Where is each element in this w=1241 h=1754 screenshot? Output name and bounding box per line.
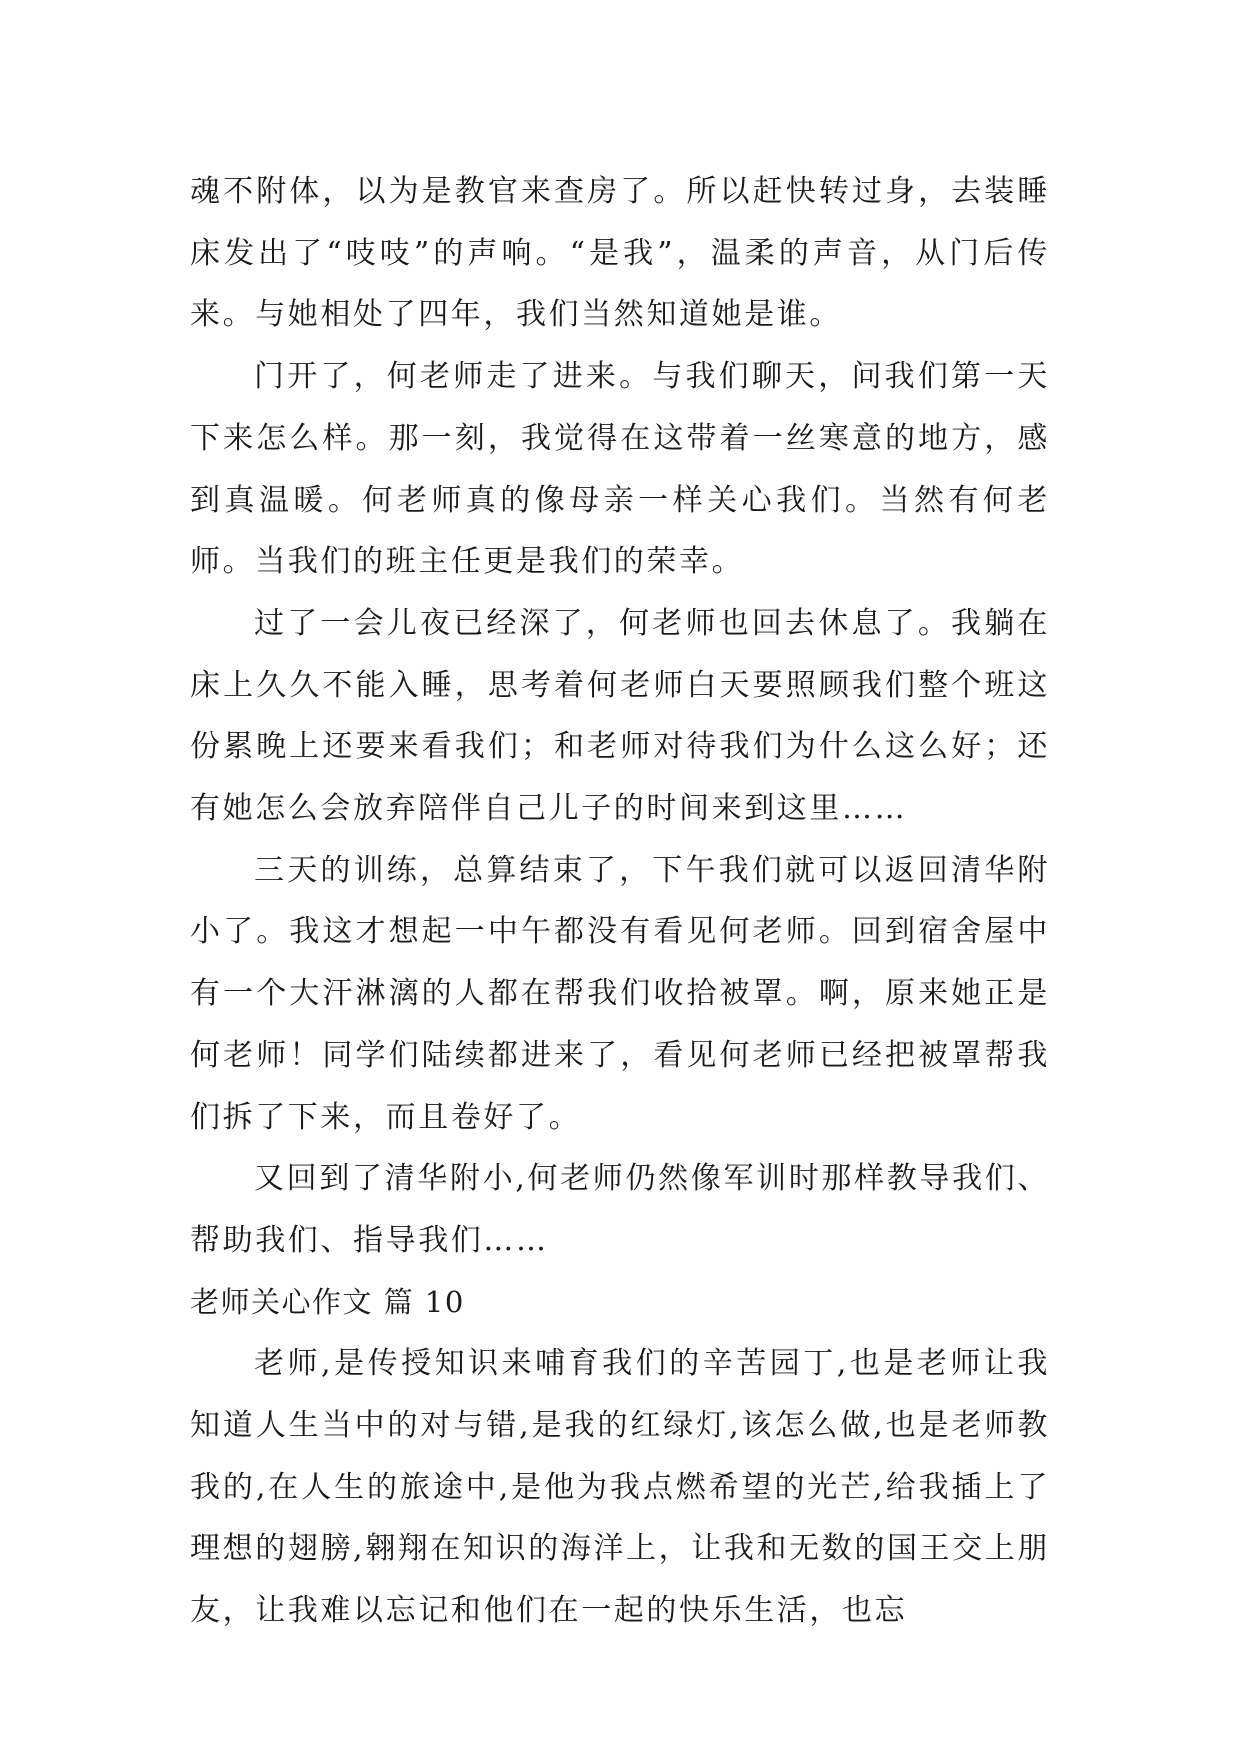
paragraph-1: 魂不附体，以为是教官来查房了。所以赶快转过身，去装睡床发出了“吱吱”的声响。“是我”，温柔的声音，从门后传来。与她相处了四年，我们当然知道她是谁。 — [190, 174, 1050, 333]
paragraph-6: 老师,是传授知识来哺育我们的辛苦园丁,也是老师让我知道人生当中的对与错,是我的红绿灯,该怎么做,也是老师教我的,在人生的旅途中,是他为我点燃希望的光芒,给我插上了理想的翅膀,翱翔在知识的海洋上，让我和无数的国王交上朋友，让我难以忘记和他们在一起的快乐生活，也忘 — [190, 1346, 1050, 1629]
paragraph-3: 过了一会儿夜已经深了，何老师也回去休息了。我躺在床上久久不能入睡，思考着何老师白天要照顾我们整个班这份累晚上还要来看我们；和老师对待我们为什么这么好；还有她怎么会放弃陪伴自己儿子的时间来到这里…… — [190, 605, 1050, 827]
paragraph-4: 三天的训练，总算结束了，下午我们就可以返回清华附小了。我这才想起一中午都没有看见何老师。回到宿舍屋中有一个大汗淋漓的人都在帮我们收拾被罩。啊，原来她正是何老师！同学们陆续都进来了，看见何老师已经把被罩帮我们拆了下来，而且卷好了。 — [190, 852, 1050, 1135]
paragraph-5: 又回到了清华附小,何老师仍然像军训时那样教导我们、帮助我们、指导我们…… — [190, 1161, 1050, 1258]
section-heading: 老师关心作文 篇 10 — [190, 1284, 465, 1319]
paragraph-2: 门开了，何老师走了进来。与我们聊天，问我们第一天下来怎么样。那一刻，我觉得在这带着一丝寒意的地方，感到真温暖。何老师真的像母亲一样关心我们。当然有何老师。当我们的班主任更是我们的荣幸。 — [190, 359, 1050, 580]
document-body — [190, 161, 1050, 1642]
